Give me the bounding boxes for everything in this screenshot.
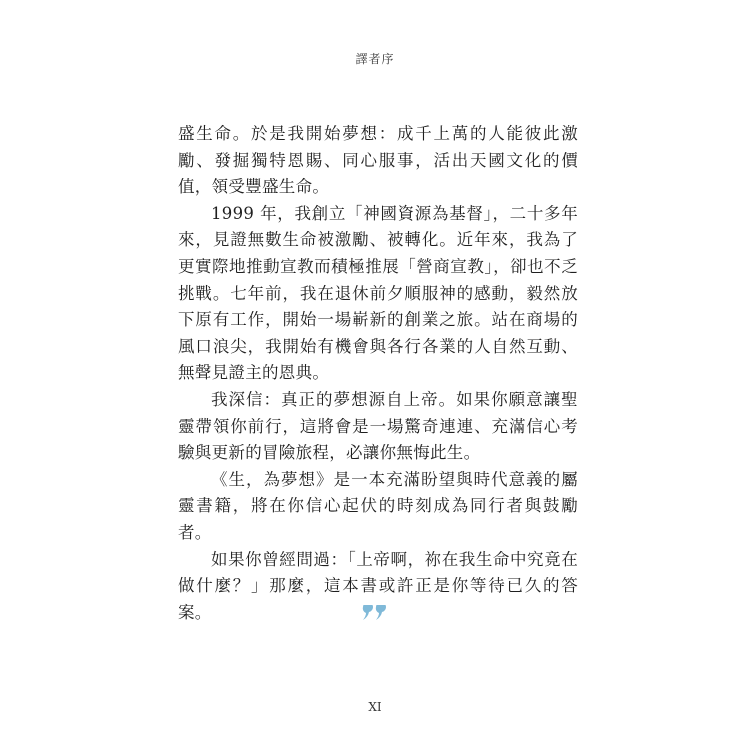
paragraph-3: 我深信：真正的夢想源自上帝。如果你願意讓聖靈帶領你前行，這將會是一場驚奇連連、充滿信心考驗與更新的冒險旅程，必讓你無悔此生。: [178, 389, 578, 463]
closing-quote-icon: [0, 593, 750, 623]
paragraph-1: 盛生命。於是我開始夢想：成千上萬的人能彼此激勵、發掘獨特恩賜、同心服事，活出天國文化的價值，領受豐盛生命。: [178, 124, 578, 197]
page-number: XI: [368, 700, 382, 714]
body-text: [178, 121, 578, 626]
running-header: 譯者序: [355, 52, 395, 66]
paragraph-5: 如果你曾經問過：「上帝啊，祢在我生命中究竟在做什麼？」那麼，這本書或許正是你等待已久的答案。: [178, 549, 578, 622]
quote-mark-icon: [361, 605, 389, 621]
paragraph-2: 1999 年，我創立「神國資源為基督」，二十多年來，見證無數生命被激勵、被轉化。近年來，我為了更實際地推動宣教而積極推展「營商宣教」，卻也不乏挑戰。七年前，我在退休前夕順服神的感動，毅然放下原有工作，開始一場嶄新的創業之旅。站在商場的風口浪尖，我開始有機會與各行各業的人自然互動、無聲見證主的恩典。: [178, 203, 578, 383]
paragraph-4: 《生，為夢想》是一本充滿盼望與時代意義的屬靈書籍，將在你信心起伏的時刻成為同行者與鼓勵者。: [178, 469, 578, 542]
